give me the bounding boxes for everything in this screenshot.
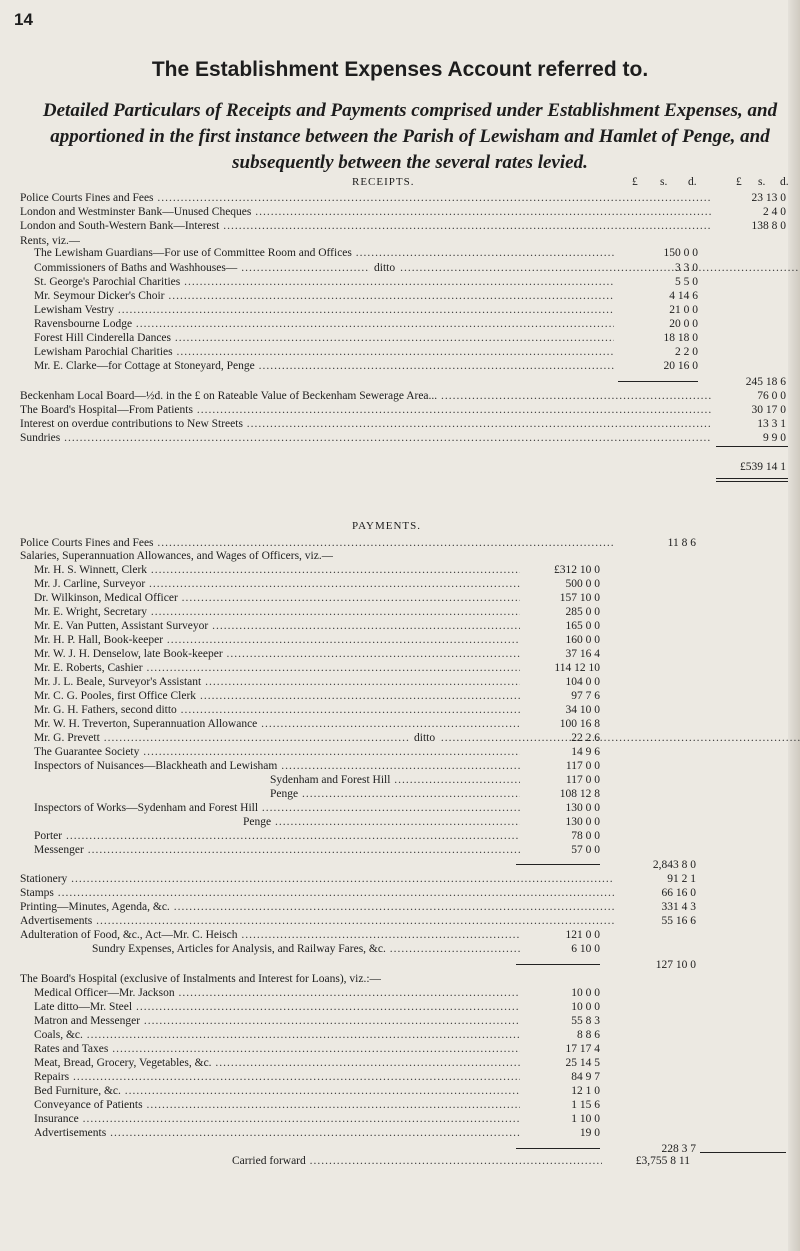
receipts-row: [0, 460, 800, 474]
payments-row: [0, 1056, 800, 1070]
payments-row-subamount: 100 16 8: [559, 718, 600, 730]
receipts-row-subamount: 3 3 0: [675, 262, 698, 274]
payments-row: [0, 619, 800, 633]
receipts-row-label: Sundries .....: [20, 431, 712, 445]
receipts-row: [0, 317, 800, 331]
payments-row-label: Mr. E. Wright, Secretary .....: [34, 605, 520, 619]
payments-subtotal-rule: [516, 864, 600, 865]
currency-header-pounds: £: [736, 176, 742, 188]
receipts-row: [0, 303, 800, 317]
payments-row-label: Late ditto—Mr. Steel .....: [34, 1000, 520, 1014]
payments-row: [0, 675, 800, 689]
payments-row-amount: 66 16 0: [661, 887, 696, 899]
receipts-row-label: Police Courts Fines and Fees .....: [20, 191, 712, 205]
payments-row-amount: 127 10 0: [655, 959, 696, 971]
payments-row-subamount: 114 12 10: [554, 662, 600, 674]
receipts-row-label: Ravensbourne Lodge .....: [34, 317, 614, 331]
payments-row-subamount: 121 0 0: [565, 929, 600, 941]
receipts-row: [0, 261, 800, 275]
payments-row: [0, 759, 800, 773]
payments-row: [0, 1014, 800, 1028]
carried-forward-label: Carried forward .....: [232, 1154, 602, 1168]
payments-row-subamount: 12 1 0: [571, 1085, 600, 1097]
payments-row-subamount: 14 9 6: [571, 746, 600, 758]
receipts-row: [0, 191, 800, 205]
payments-row: [0, 703, 800, 717]
payments-row-label: Mr. E. Van Putten, Assistant Surveyor .....: [34, 619, 520, 633]
payments-row-label: Inspectors of Nuisances—Blackheath and Lewisham .....: [34, 759, 520, 773]
payments-row: [0, 647, 800, 661]
receipts-row-amount: 2 4 0: [763, 206, 786, 218]
payments-row: [0, 563, 800, 577]
payments-row: [0, 858, 800, 872]
payments-row-subamount: 8 8 6: [577, 1029, 600, 1041]
receipts-row-label: Commissioners of Baths and Washhouses— .....: [34, 261, 614, 275]
receipts-row-amount: £539 14 1: [740, 461, 786, 473]
payments-row-label: Coals, &c. .....: [34, 1028, 520, 1042]
payments-row-subamount: 285 0 0: [565, 606, 600, 618]
payments-row: [0, 900, 800, 914]
payments-row-label: Mr. G. Prevett .....: [34, 731, 520, 745]
receipts-total-rule: [716, 446, 788, 447]
payments-row-subamount: 130 0 0: [565, 816, 600, 828]
receipts-row: [0, 289, 800, 303]
receipts-row-label: London and Westminster Bank—Unused Cheques .....: [20, 205, 712, 219]
payments-row-label: Stationery .....: [20, 872, 614, 886]
receipts-row-amount: 13 3 1: [757, 418, 786, 430]
receipts-total-double-rule: [716, 478, 788, 482]
payments-subtotal-rule: [516, 1148, 600, 1149]
payments-row-subamount: 10 0 0: [571, 1001, 600, 1013]
receipts-row: [0, 359, 800, 373]
payments-row: [0, 689, 800, 703]
payments-row: [0, 872, 800, 886]
payments-row-label: Mr. W. H. Treverton, Superannuation Allowance .....: [34, 717, 520, 731]
payments-row-subamount: 1 15 6: [571, 1099, 600, 1111]
receipts-row-label: The Board's Hospital—From Patients .....: [20, 403, 712, 417]
payments-row: [0, 536, 800, 550]
page-number: 14: [14, 10, 33, 29]
payments-row-ditto: ditto: [410, 731, 439, 745]
receipts-row: [0, 331, 800, 345]
payments-row-label: The Board's Hospital (exclusive of Instalments and Interest for Loans), viz.:—: [20, 973, 382, 985]
payments-row-label: The Guarantee Society .....: [34, 745, 520, 759]
page-subtitle: Detailed Particulars of Receipts and Payments comprised under Establishment Expenses, and apportioned in the first instance between the Parish of Lewisham and Hamlet of Penge, and subsequently between the several rates levied.: [42, 100, 778, 173]
payments-row-subamount: 17 17 4: [565, 1043, 600, 1055]
payments-row-subamount: 22 2 6: [571, 732, 600, 744]
receipts-row-subamount: 20 16 0: [663, 360, 698, 372]
payments-heading: PAYMENTS.: [352, 520, 422, 532]
payments-row: [0, 787, 800, 801]
payments-row-label: Mr. E. Roberts, Cashier .....: [34, 661, 520, 675]
receipts-row-amount: 76 0 0: [757, 390, 786, 402]
payments-row: [0, 731, 800, 745]
payments-row: [0, 1112, 800, 1126]
receipts-row-label: Interest on overdue contributions to New Streets .....: [20, 417, 712, 431]
receipts-row-amount: 23 13 0: [751, 192, 786, 204]
receipts-row-label: Rents, viz.—: [20, 235, 81, 247]
payments-row: [0, 1028, 800, 1042]
receipts-row-label: Mr. E. Clarke—for Cottage at Stoneyard, Penge .....: [34, 359, 614, 373]
payments-row-label: Mr. G. H. Fathers, second ditto .....: [34, 703, 520, 717]
payments-row-subamount: 500 0 0: [565, 578, 600, 590]
payments-row-label: Dr. Wilkinson, Medical Officer .....: [34, 591, 520, 605]
payments-row-subamount: 130 0 0: [565, 802, 600, 814]
payments-row-label: Conveyance of Patients .....: [34, 1098, 520, 1112]
receipts-subtotal-rule: [618, 381, 698, 382]
receipts-row: [0, 389, 800, 403]
payments-row: [0, 549, 800, 563]
payments-row-label: Mr. J. Carline, Surveyor .....: [34, 577, 520, 591]
payments-row-label: Police Courts Fines and Fees .....: [20, 536, 614, 550]
payments-row-label: Mr. J. L. Beale, Surveyor's Assistant .....: [34, 675, 520, 689]
payments-row: [0, 886, 800, 900]
receipts-row-amount: 245 18 6: [745, 376, 786, 388]
payments-row-label: Sydenham and Forest Hill .....: [270, 773, 520, 787]
payments-row-label: Bed Furniture, &c. .....: [34, 1084, 520, 1098]
payments-row-subamount: 84 9 7: [571, 1071, 600, 1083]
payments-row: [0, 633, 800, 647]
payments-row-label: Advertisements .....: [34, 1126, 520, 1140]
payments-row: [0, 1042, 800, 1056]
receipts-row: [0, 431, 800, 445]
payments-row-label: Adulteration of Food, &c., Act—Mr. C. Heisch .....: [20, 928, 520, 942]
payments-row-amount: 2,843 8 0: [652, 859, 696, 871]
currency-header-shillings-sub: s.: [660, 176, 668, 188]
receipts-row-label: The Lewisham Guardians—For use of Committee Room and Offices .....: [34, 246, 614, 260]
payments-row-label: Matron and Messenger .....: [34, 1014, 520, 1028]
payments-row-label: Advertisements .....: [20, 914, 614, 928]
receipts-row-amount: 138 8 0: [751, 220, 786, 232]
payments-row-amount: 331 4 3: [661, 901, 696, 913]
payments-row-label: Medical Officer—Mr. Jackson .....: [34, 986, 520, 1000]
payments-row-amount: 228 3 7: [661, 1143, 696, 1155]
payments-row: [0, 1070, 800, 1084]
payments-row: [0, 801, 800, 815]
payments-row-label: Printing—Minutes, Agenda, &c. .....: [20, 900, 614, 914]
payments-row: [0, 914, 800, 928]
payments-row-label: Porter .....: [34, 829, 520, 843]
receipts-row-amount: 9 9 0: [763, 432, 786, 444]
payments-row-label: Mr. H. S. Winnett, Clerk .....: [34, 563, 520, 577]
receipts-row-label: Lewisham Vestry .....: [34, 303, 614, 317]
carried-forward-row: [0, 1154, 800, 1168]
payments-row-subamount: 25 14 5: [565, 1057, 600, 1069]
payments-row: [0, 591, 800, 605]
payments-row: [0, 986, 800, 1000]
payments-row-label: Mr. W. J. H. Denselow, late Book-keeper .....: [34, 647, 520, 661]
currency-header-shillings: s.: [758, 176, 766, 188]
payments-row-label: Sundry Expenses, Articles for Analysis, and Railway Fares, &c. .....: [92, 942, 520, 956]
currency-header-pence: d.: [780, 176, 789, 188]
receipts-row: [0, 205, 800, 219]
payments-row: [0, 577, 800, 591]
receipts-row-label: London and South-Western Bank—Interest .....: [20, 219, 712, 233]
carried-forward-rule: [700, 1152, 786, 1153]
payments-row: [0, 1126, 800, 1140]
payments-row: [0, 958, 800, 972]
payments-row-amount: 11 8 6: [667, 537, 696, 549]
payments-row-label: Penge .....: [270, 787, 520, 801]
receipts-row-subamount: 5 5 0: [675, 276, 698, 288]
payments-row-subamount: 97 7 6: [571, 690, 600, 702]
receipts-row: [0, 375, 800, 389]
receipts-row-label: Beckenham Local Board—½d. in the £ on Rateable Value of Beckenham Sewerage Area... .....: [20, 389, 712, 403]
payments-row-label: Penge .....: [243, 815, 520, 829]
payments-row: [0, 661, 800, 675]
payments-row-subamount: 10 0 0: [571, 987, 600, 999]
payments-row-subamount: 104 0 0: [565, 676, 600, 688]
payments-row-subamount: 78 0 0: [571, 830, 600, 842]
payments-row: [0, 745, 800, 759]
carried-forward-amount: £3,755 8 11: [635, 1155, 690, 1167]
payments-row-subamount: 108 12 8: [559, 788, 600, 800]
payments-row: [0, 972, 800, 986]
receipts-row-label: Mr. Seymour Dicker's Choir .....: [34, 289, 614, 303]
receipts-row: [0, 417, 800, 431]
payments-row: [0, 815, 800, 829]
receipts-row: [0, 345, 800, 359]
payments-row: [0, 773, 800, 787]
payments-row: [0, 717, 800, 731]
payments-row-subamount: 6 10 0: [571, 943, 600, 955]
receipts-row-ditto: ditto: [370, 261, 399, 275]
payments-row-subamount: 160 0 0: [565, 634, 600, 646]
payments-row-label: Inspectors of Works—Sydenham and Forest Hill .....: [34, 801, 520, 815]
payments-row-amount: 55 16 6: [661, 915, 696, 927]
receipts-row-label: Lewisham Parochial Charities .....: [34, 345, 614, 359]
payments-row-subamount: 57 0 0: [571, 844, 600, 856]
payments-subtotal-rule: [516, 964, 600, 965]
receipts-row-subamount: 18 18 0: [663, 332, 698, 344]
payments-row-subamount: 117 0 0: [565, 760, 600, 772]
payments-row-amount: 91 2 1: [667, 873, 696, 885]
receipts-row-subamount: 150 0 0: [663, 247, 698, 259]
payments-row: [0, 1098, 800, 1112]
receipts-row: [0, 219, 800, 233]
payments-row: [0, 605, 800, 619]
payments-row-subamount: 157 10 0: [559, 592, 600, 604]
page-title: The Establishment Expenses Account referred to.: [151, 58, 649, 81]
receipts-row-subamount: 20 0 0: [669, 318, 698, 330]
payments-row: [0, 928, 800, 942]
payments-row-subamount: 165 0 0: [565, 620, 600, 632]
receipts-row-subamount: 4 14 6: [669, 290, 698, 302]
payments-row: [0, 1084, 800, 1098]
payments-row-label: Rates and Taxes .....: [34, 1042, 520, 1056]
receipts-row-amount: 30 17 0: [751, 404, 786, 416]
payments-row-subamount: 55 8 3: [571, 1015, 600, 1027]
payments-row-label: Mr. C. G. Pooles, first Office Clerk .....: [34, 689, 520, 703]
payments-row: [0, 829, 800, 843]
payments-row-subamount: 117 0 0: [565, 774, 600, 786]
payments-row-subamount: 34 10 0: [565, 704, 600, 716]
payments-row-label: Stamps .....: [20, 886, 614, 900]
currency-header-pence-sub: d.: [688, 176, 697, 188]
payments-row-label: Repairs .....: [34, 1070, 520, 1084]
receipts-row-subamount: 21 0 0: [669, 304, 698, 316]
payments-row-label: Meat, Bread, Grocery, Vegetables, &c. .....: [34, 1056, 520, 1070]
receipts-row: [0, 403, 800, 417]
receipts-row-subamount: 2 2 0: [675, 346, 698, 358]
payments-row: [0, 1000, 800, 1014]
receipts-row: [0, 246, 800, 260]
payments-row-subamount: 1 10 0: [571, 1113, 600, 1125]
payments-row-label: Mr. H. P. Hall, Book-keeper .....: [34, 633, 520, 647]
payments-row-subamount: 37 16 4: [565, 648, 600, 660]
currency-header-pounds-sub: £: [632, 176, 638, 188]
payments-row-label: Salaries, Superannuation Allowances, and Wages of Officers, viz.—: [20, 550, 334, 562]
payments-row: [0, 942, 800, 956]
receipts-row-label: Forest Hill Cinderella Dances .....: [34, 331, 614, 345]
payments-row-label: Insurance .....: [34, 1112, 520, 1126]
payments-row-subamount: 19 0: [579, 1127, 600, 1139]
receipts-row-label: St. George's Parochial Charities .....: [34, 275, 614, 289]
payments-row-label: Messenger .....: [34, 843, 520, 857]
receipts-row: [0, 275, 800, 289]
receipts-heading: RECEIPTS.: [352, 176, 415, 188]
payments-row-subamount: £312 10 0: [554, 564, 600, 576]
payments-row: [0, 843, 800, 857]
